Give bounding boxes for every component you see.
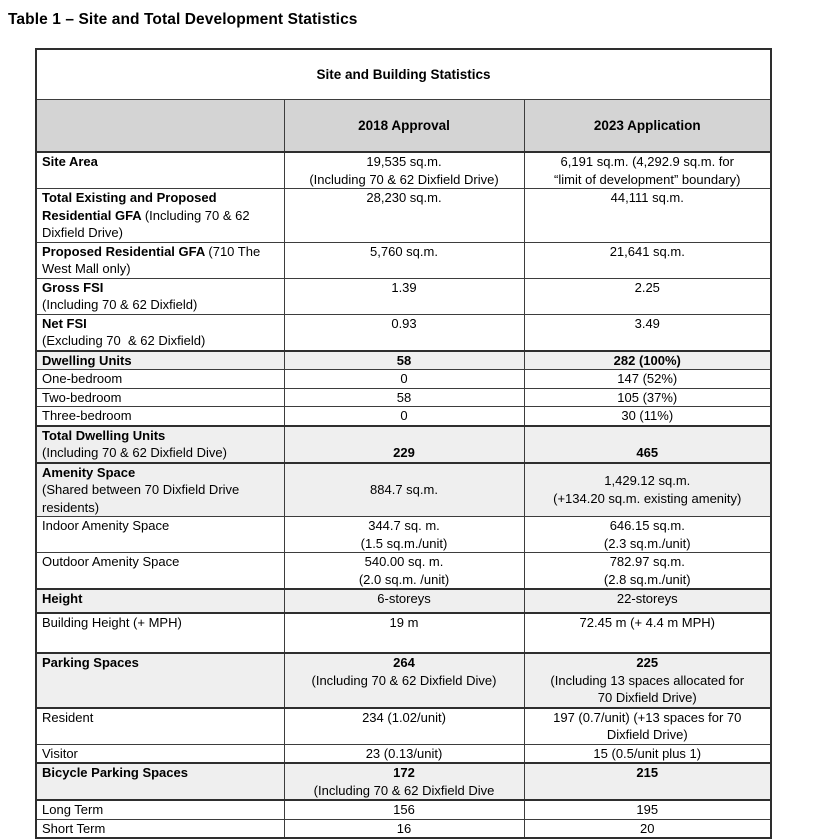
value-2023-cell [524, 463, 771, 517]
value-2023-cell [524, 278, 771, 314]
value-2018-cell [284, 708, 524, 745]
text-segment: 172 [393, 765, 415, 780]
text-segment: 20 [640, 820, 655, 836]
table-row [36, 553, 771, 590]
value-2018-cell [284, 463, 524, 517]
table-caption-row [36, 49, 771, 100]
text-segment: Site Area [42, 154, 98, 169]
text-segment: (+134.20 sq.m. existing amenity) [553, 490, 742, 506]
value-2023-cell [524, 744, 771, 763]
text-segment: Gross FSI [42, 279, 104, 295]
text-segment: Short Term [42, 820, 106, 836]
value-2023-cell [524, 370, 771, 389]
row-label-cell [36, 708, 284, 745]
table-row [36, 242, 771, 278]
row-label-cell [36, 426, 284, 463]
value-2018-cell [284, 763, 524, 800]
value-2018-cell [284, 800, 524, 819]
text-segment: Long Term [42, 802, 104, 817]
value-2023-cell [524, 613, 771, 653]
row-label-cell [36, 800, 284, 819]
text-segment: 70 Dixfield Drive) [597, 690, 697, 705]
text-segment: 195 [636, 802, 659, 817]
text-segment: (Including 13 spaces allocated for [550, 672, 745, 688]
text-segment: 215 [636, 765, 659, 780]
text-segment: (1.5 sq.m./unit) [360, 535, 448, 551]
text-segment: Bicycle Parking Spaces [42, 765, 188, 780]
row-label-cell [36, 517, 284, 553]
table-caption: Site and Building Statistics [36, 49, 771, 100]
table-row [36, 653, 771, 708]
row-label-cell [36, 613, 284, 653]
page-title: Table 1 – Site and Total Development Statistics [8, 11, 358, 28]
text-segment: “limit of development” boundary) [554, 171, 741, 187]
text-segment: 282 (100%) [613, 352, 681, 368]
text-segment: Height [42, 591, 83, 606]
text-segment: (Including 70 & 62 Dixfield Dive) [311, 672, 497, 688]
text-segment: 234 (1.02/unit) [362, 709, 446, 725]
column-header-empty [36, 100, 284, 153]
text-segment: 264 [393, 655, 415, 670]
text-segment: 465 [636, 445, 659, 460]
table-row [36, 278, 771, 314]
text-segment: (Including 70 & 62 Dixfield Drive) [309, 171, 499, 187]
text-segment: Two-bedroom [42, 389, 122, 405]
row-label-cell [36, 589, 284, 613]
row-label-cell [36, 242, 284, 278]
text-segment: 0 [400, 408, 408, 423]
value-2023-cell [524, 388, 771, 407]
text-segment: 44,111 sq.m. [610, 190, 684, 205]
text-segment: Net FSI [42, 315, 87, 331]
text-segment: 16 [396, 820, 412, 836]
value-2018-cell [284, 744, 524, 763]
table-row [36, 763, 771, 800]
row-label-cell [36, 351, 284, 370]
value-2018-cell [284, 152, 524, 189]
value-2018-cell [284, 426, 524, 463]
table-row [36, 589, 771, 613]
text-segment: 147 (52%) [617, 371, 678, 386]
value-2023-cell [524, 426, 771, 463]
value-2018-cell [284, 278, 524, 314]
text-segment: 0 [400, 371, 408, 386]
value-2023-cell [524, 653, 771, 708]
column-header-2018: 2018 Approval [284, 100, 524, 153]
table-row [36, 744, 771, 763]
table-row [36, 314, 771, 351]
column-header-2023: 2023 Application [524, 100, 771, 153]
table-row [36, 370, 771, 389]
row-label-cell [36, 278, 284, 314]
row-label-cell [36, 388, 284, 407]
text-segment: (Including 70 & 62 Dixfield) [42, 297, 198, 312]
value-2018-cell [284, 589, 524, 613]
text-segment: 3.49 [634, 315, 660, 331]
value-2023-cell [524, 189, 771, 243]
row-label-cell [36, 744, 284, 763]
text-segment: 105 (37%) [617, 389, 678, 405]
text-segment: 28,230 sq.m. [366, 190, 442, 205]
text-segment: (2.0 sq.m. /unit) [358, 571, 450, 587]
value-2023-cell [524, 152, 771, 189]
text-segment: Dwelling Units [42, 352, 132, 368]
text-segment: 197 (0.7/unit) (+13 spaces for 70 [553, 709, 742, 725]
value-2018-cell [284, 653, 524, 708]
text-segment: Proposed Residential GFA [42, 243, 209, 259]
text-segment: 0.93 [391, 315, 417, 331]
text-segment: Total Existing and Proposed Residential GFA [42, 190, 221, 223]
text-segment: 884.7 sq.m. [370, 482, 438, 497]
row-label-cell [36, 463, 284, 517]
column-header-row [36, 100, 771, 153]
text-segment: (2.3 sq.m./unit) [603, 535, 691, 551]
text-segment: 1.39 [391, 279, 417, 295]
text-segment: 23 (0.13/unit) [365, 745, 443, 761]
table-row [36, 351, 771, 370]
value-2018-cell [284, 370, 524, 389]
value-2023-cell [524, 589, 771, 613]
row-label-cell [36, 407, 284, 426]
table-row [36, 426, 771, 463]
value-2018-cell [284, 242, 524, 278]
text-segment: Total Dwelling Units [42, 427, 166, 443]
table-row [36, 407, 771, 426]
text-segment: 19,535 sq.m. [366, 154, 442, 169]
table-row [36, 800, 771, 819]
row-label-cell [36, 553, 284, 590]
row-label-cell [36, 653, 284, 708]
text-segment: 6,191 sq.m. (4,292.9 sq.m. for [560, 154, 734, 169]
text-segment: 15 (0.5/unit plus 1) [593, 745, 702, 761]
text-segment: 156 [393, 802, 415, 817]
text-segment: 19 m [389, 615, 419, 630]
row-label-cell [36, 370, 284, 389]
value-2023-cell [524, 517, 771, 553]
value-2018-cell [284, 553, 524, 590]
text-segment: 782.97 sq.m. [609, 554, 685, 569]
text-segment: Resident [42, 709, 94, 725]
value-2018-cell [284, 189, 524, 243]
text-segment: 646.15 sq.m. [609, 518, 685, 533]
text-segment: 72.45 m (+ 4.4 m MPH) [579, 615, 715, 630]
value-2023-cell [524, 351, 771, 370]
value-2023-cell [524, 407, 771, 426]
table-row [36, 517, 771, 553]
text-segment: Dixfield Drive) [606, 727, 688, 742]
value-2023-cell [524, 314, 771, 351]
text-segment: 21,641 sq.m. [609, 243, 685, 259]
value-2018-cell [284, 314, 524, 351]
text-segment: 225 [636, 655, 659, 670]
value-2018-cell [284, 351, 524, 370]
text-segment: 540.00 sq. m. [364, 554, 444, 569]
value-2018-cell [284, 517, 524, 553]
text-segment: (710 The West Mall only) [42, 243, 264, 276]
text-segment: Building Height (+ MPH) [42, 615, 182, 630]
row-label-cell [36, 763, 284, 800]
value-2023-cell [524, 708, 771, 745]
table-row [36, 189, 771, 243]
text-segment: 1,429.12 sq.m. [604, 473, 691, 489]
statistics-table [35, 48, 772, 839]
text-segment: Visitor [42, 745, 78, 761]
table-row [36, 708, 771, 745]
value-2018-cell [284, 407, 524, 426]
text-segment: (Including 70 & 62 Dixfield Dive) [42, 445, 227, 460]
value-2023-cell [524, 800, 771, 819]
text-segment: 30 (11%) [621, 408, 674, 423]
text-segment: Amenity Space [42, 464, 136, 480]
text-segment: 22-storeys [616, 591, 678, 606]
text-segment: (Including 70 & 62 Dixfield Drive) [42, 207, 254, 240]
text-segment: 344.7 sq. m. [368, 518, 440, 533]
text-segment: 58 [396, 389, 412, 405]
row-label-cell [36, 152, 284, 189]
table-row [36, 388, 771, 407]
row-label-cell [36, 189, 284, 243]
text-segment: Three-bedroom [42, 408, 132, 423]
text-segment: (2.8 sq.m./unit) [603, 571, 691, 587]
table-row [36, 613, 771, 653]
text-segment: 6-storeys [377, 591, 431, 606]
text-segment: 58 [396, 352, 412, 368]
text-segment: One-bedroom [42, 371, 123, 386]
text-segment: 229 [393, 445, 415, 460]
value-2018-cell [284, 613, 524, 653]
text-segment: 2.25 [634, 279, 660, 295]
text-segment: (Shared between 70 Dixfield Drive residents) [42, 482, 243, 515]
table-row [36, 463, 771, 517]
value-2023-cell [524, 553, 771, 590]
text-segment: Indoor Amenity Space [42, 518, 170, 533]
table-row [36, 152, 771, 189]
text-segment: (Excluding 70 & 62 Dixfield) [42, 333, 206, 348]
row-label-cell [36, 314, 284, 351]
table-body [36, 152, 771, 838]
text-segment: 5,760 sq.m. [370, 243, 438, 259]
value-2023-cell [524, 763, 771, 800]
text-segment: (Including 70 & 62 Dixfield Dive [313, 782, 495, 798]
value-2018-cell [284, 388, 524, 407]
text-segment: Parking Spaces [42, 655, 139, 670]
value-2023-cell [524, 242, 771, 278]
text-segment: Outdoor Amenity Space [42, 554, 180, 569]
